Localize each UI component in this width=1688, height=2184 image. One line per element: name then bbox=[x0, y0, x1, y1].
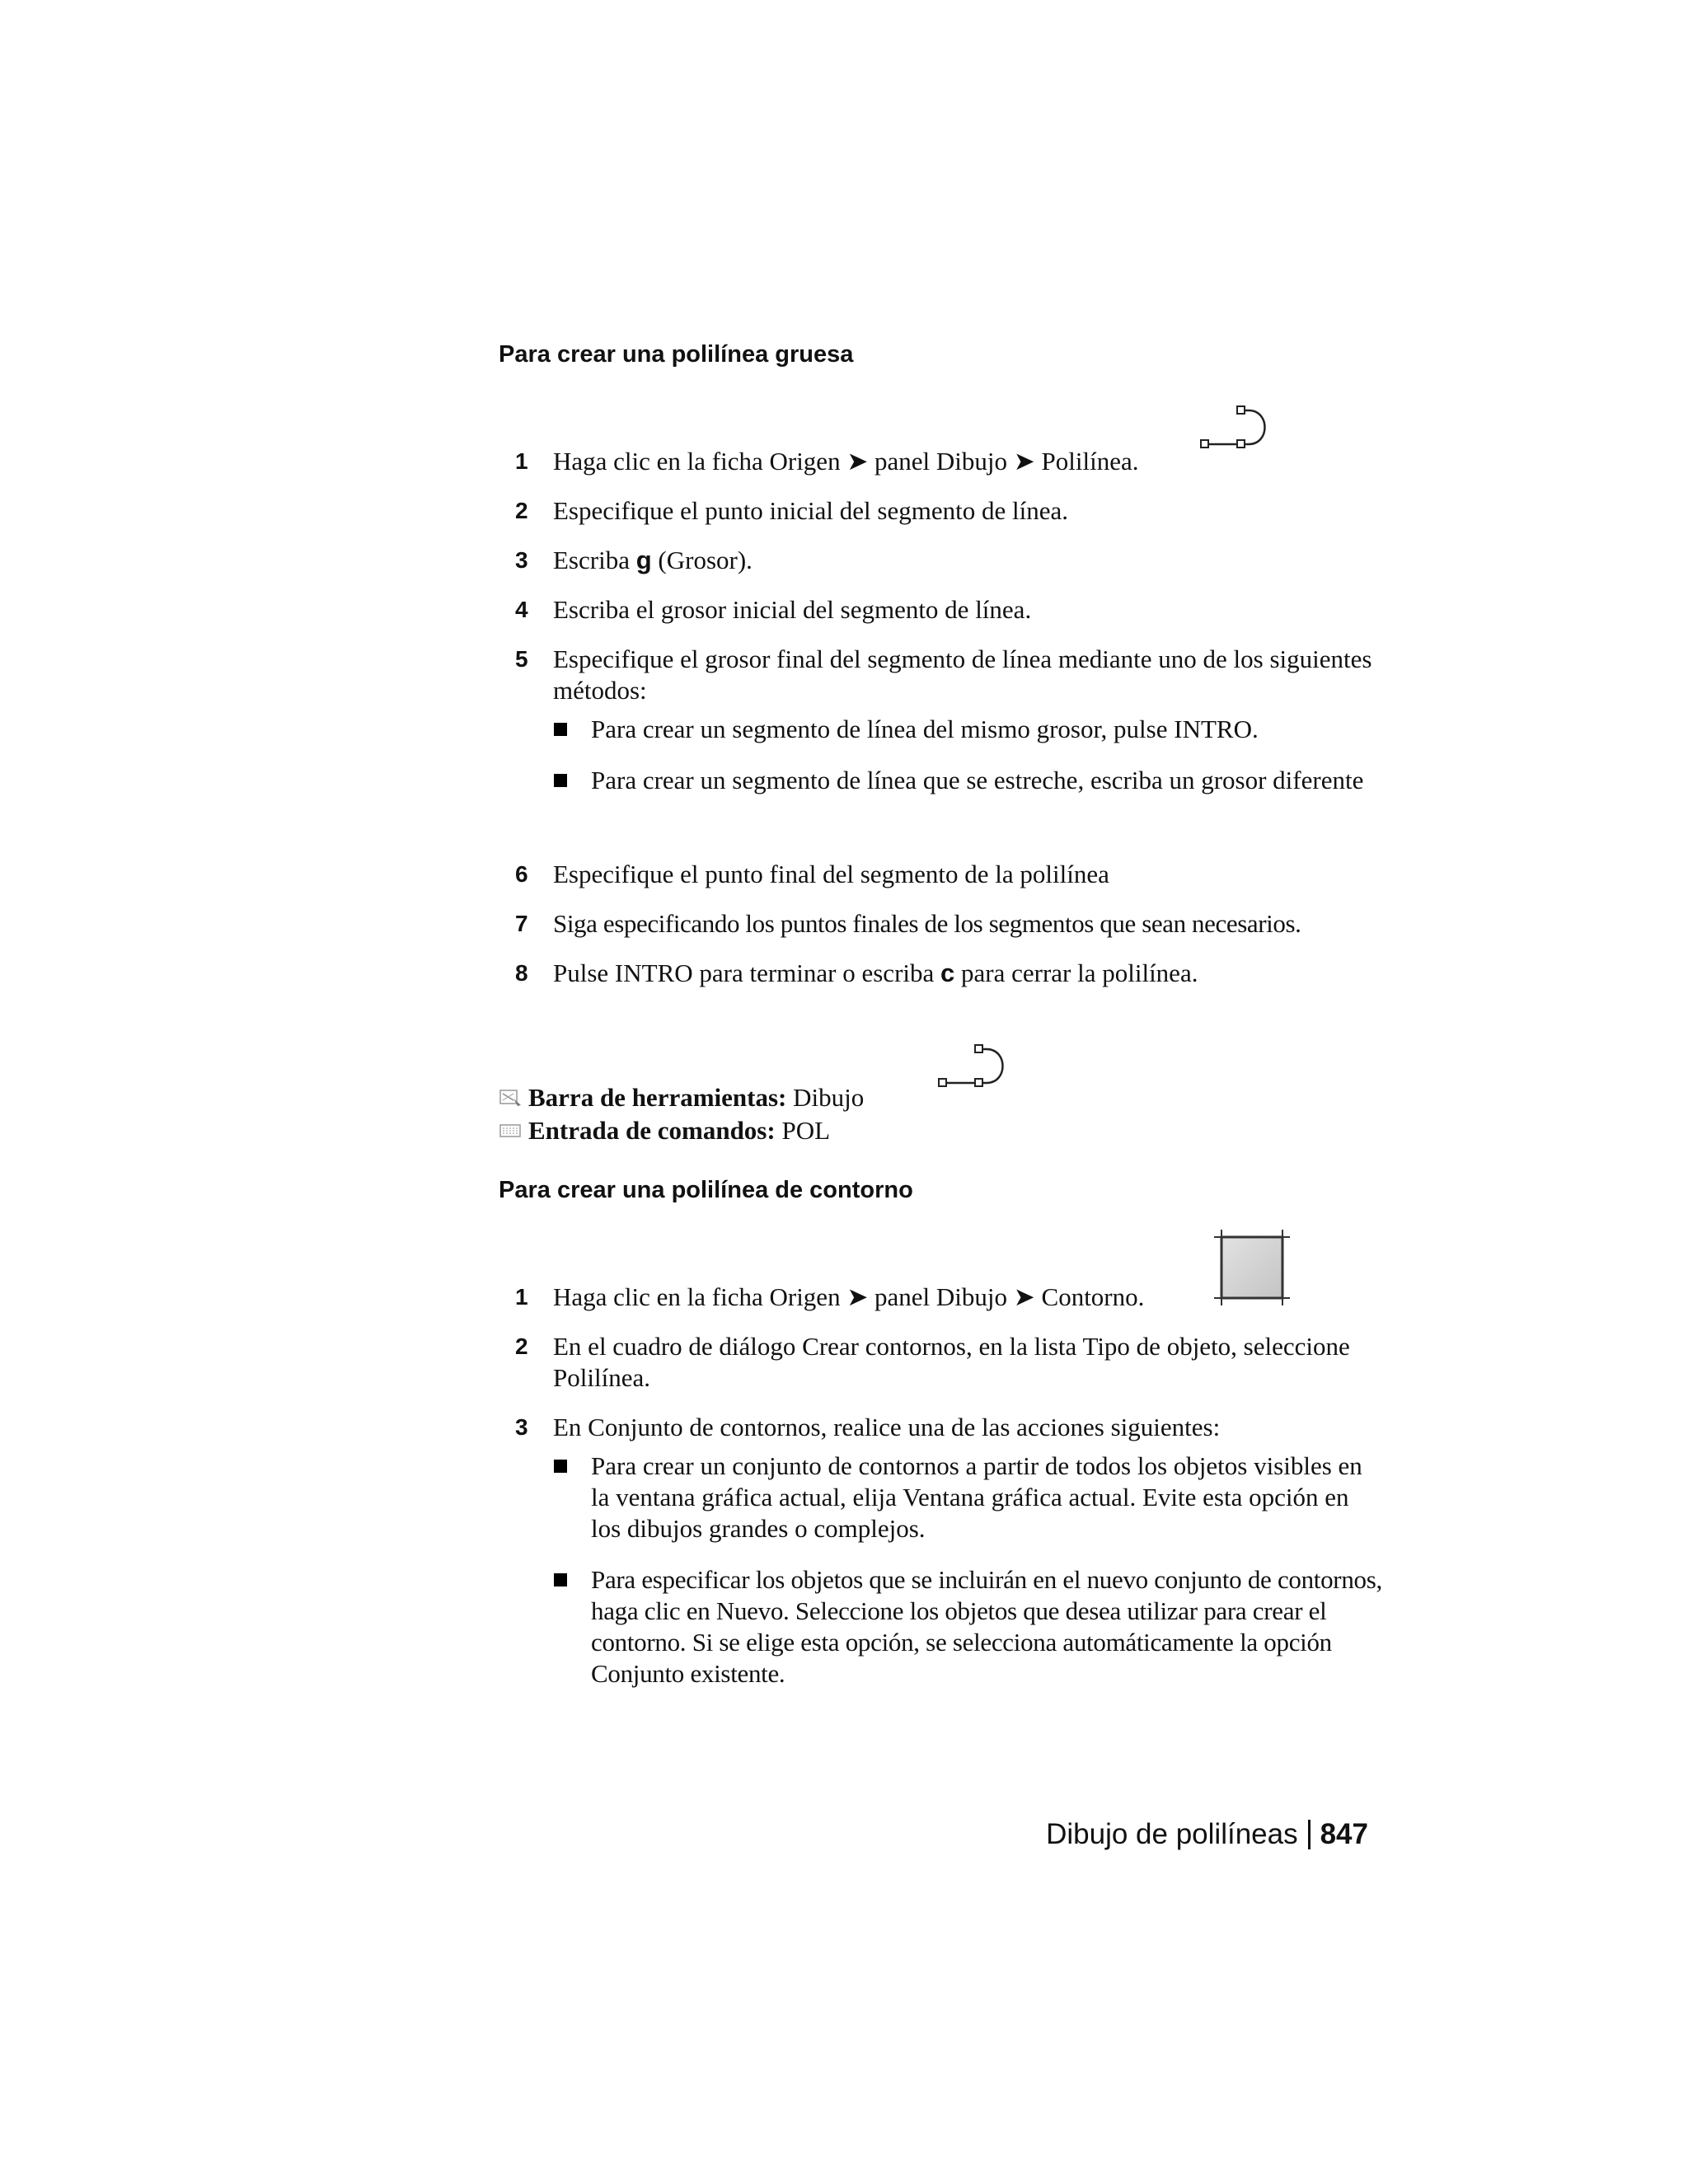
step-text: Especifique el punto final del segmento de la polilínea bbox=[553, 860, 1109, 888]
bullet-square bbox=[554, 723, 567, 736]
polyline-icon bbox=[1199, 404, 1273, 455]
bullet-square bbox=[554, 774, 567, 787]
step-number: 8 bbox=[515, 960, 528, 986]
step-text: Haga clic en la ficha Origen ➤ panel Dibujo ➤ Contorno. bbox=[553, 1282, 1145, 1311]
step-number: 2 bbox=[515, 1333, 528, 1359]
step-text: Haga clic en la ficha Origen ➤ panel Dibujo ➤ Polilínea. bbox=[553, 447, 1139, 476]
bullet-square bbox=[554, 1573, 567, 1586]
section-heading-thick-polyline: Para crear una polilínea gruesa bbox=[499, 341, 854, 368]
command-label: Entrada de comandos: bbox=[528, 1116, 776, 1145]
step-text: En Conjunto de contornos, realice una de las acciones siguientes: bbox=[553, 1413, 1221, 1441]
step-number: 1 bbox=[515, 448, 528, 474]
step-number: 7 bbox=[515, 911, 528, 936]
step-text: En el cuadro de diálogo Crear contornos, en la lista Tipo de objeto, seleccione Polilínea. bbox=[553, 1332, 1350, 1392]
step-number: 3 bbox=[515, 1414, 528, 1440]
step-text: Escriba g (Grosor). bbox=[553, 546, 753, 574]
toolbar-value: Dibujo bbox=[786, 1083, 865, 1112]
footer-title: Dibujo de polilíneas bbox=[1046, 1818, 1298, 1850]
step-number: 6 bbox=[515, 861, 528, 887]
bullet-text: Para especificar los objetos que se incluirán en el nuevo conjunto de contornos, haga clic en Nuevo. Seleccione los objetos que desea utilizar para crear el contorno. Si se elige esta opción, se selecciona automáticamente la opción Conjunto existente. bbox=[591, 1565, 1382, 1688]
bullet-square bbox=[554, 1460, 567, 1473]
step-number: 2 bbox=[515, 498, 528, 523]
key-c: c bbox=[940, 958, 955, 987]
toolbar-icon bbox=[499, 1089, 523, 1108]
page-number: 847 bbox=[1320, 1818, 1368, 1850]
command-access bbox=[499, 1115, 830, 1146]
boundary-icon bbox=[1214, 1230, 1290, 1305]
command-line-icon bbox=[499, 1122, 523, 1141]
bullet-text: Para crear un segmento de línea del mismo grosor, pulse INTRO. bbox=[591, 715, 1259, 743]
step-number: 5 bbox=[515, 646, 528, 672]
footer-divider bbox=[1308, 1820, 1311, 1849]
section-heading-boundary-polyline: Para crear una polilínea de contorno bbox=[499, 1177, 913, 1203]
command-value: POL bbox=[775, 1116, 831, 1145]
step-text: Escriba el grosor inicial del segmento de línea. bbox=[553, 595, 1032, 624]
step-text: Especifique el grosor final del segmento de línea mediante uno de los siguientes métodos: bbox=[553, 644, 1372, 705]
step-text: Siga especificando los puntos finales de los segmentos que sean necesarios. bbox=[553, 909, 1301, 938]
key-g: g bbox=[635, 546, 652, 574]
step-number: 4 bbox=[515, 597, 528, 622]
step-number: 3 bbox=[515, 547, 528, 573]
page-footer bbox=[1046, 1818, 1368, 1851]
toolbar-label: Barra de herramientas: bbox=[528, 1083, 787, 1112]
toolbar-access bbox=[499, 1082, 864, 1113]
polyline-icon bbox=[937, 1043, 1011, 1094]
step-number: 1 bbox=[515, 1284, 528, 1310]
bullet-text: Para crear un segmento de línea que se estreche, escriba un grosor diferente bbox=[591, 766, 1364, 794]
bullet-text: Para crear un conjunto de contornos a partir de todos los objetos visibles en la ventana gráfica actual, elija Ventana gráfica actual. Evite esta opción en los dibujos grandes o complejos. bbox=[591, 1451, 1362, 1543]
step-text: Pulse INTRO para terminar o escriba c para cerrar la polilínea. bbox=[553, 958, 1198, 987]
step-text: Especifique el punto inicial del segmento de línea. bbox=[553, 496, 1068, 525]
